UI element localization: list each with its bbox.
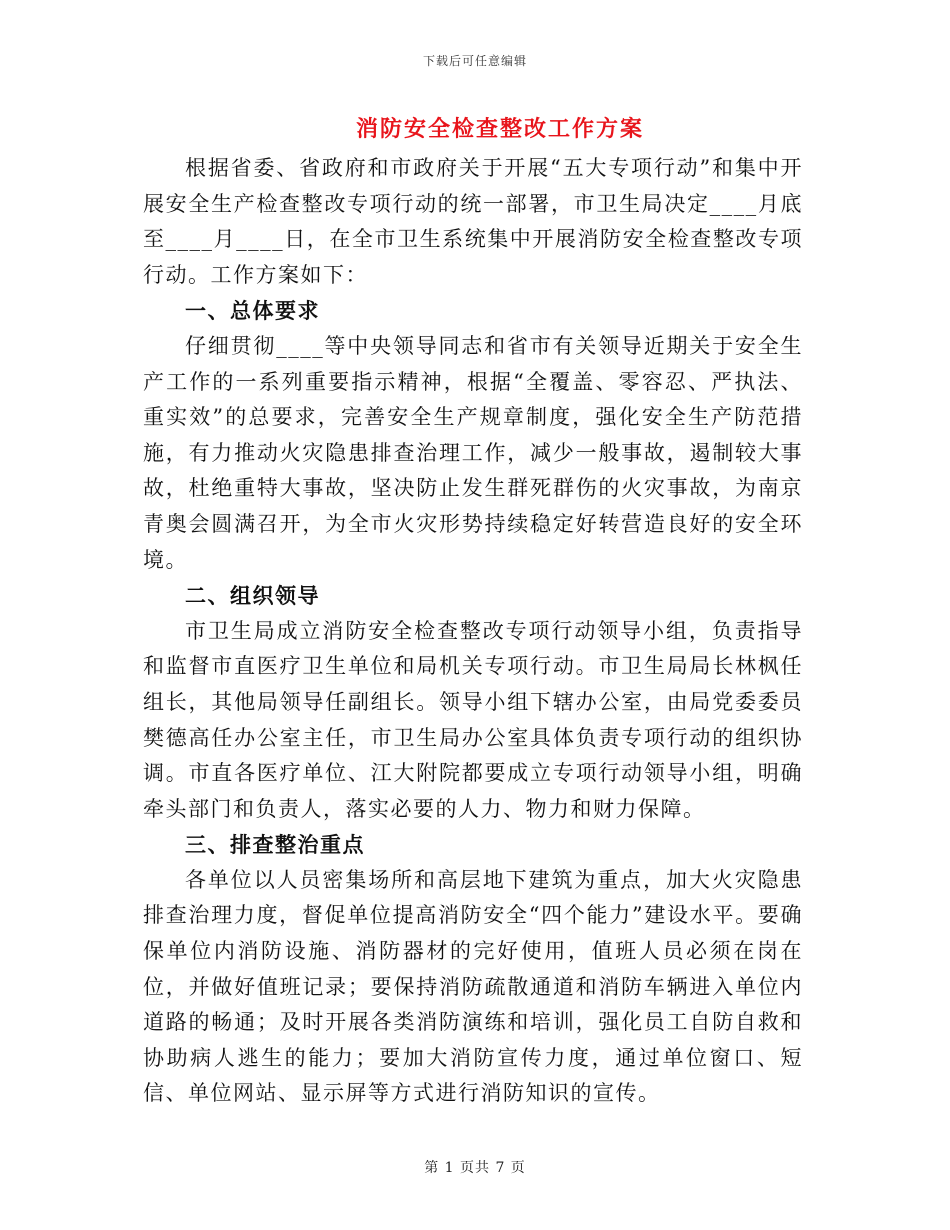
document-body <box>143 151 803 1112</box>
intro-paragraph: 根据省委、省政府和市政府关于开展“五大专项行动”和集中开展安全生产检查整改专项行动的统一部署，市卫生局决定____月底至____月____日，在全市卫生系统集中开展消防安全检查整改专项行动。工作方案如下： <box>143 156 803 287</box>
section-body-general-requirements: 仔细贯彻____等中央领导同志和省市有关领导近期关于安全生产工作的一系列重要指示精神，根据“全覆盖、零容忍、严执法、重实效”的总要求，完善安全生产规章制度，强化安全生产防范措施，有力推动火灾隐患排查治理工作，减少一般事故，遏制较大事故，杜绝重特大事故，坚决防止发生群死群伤的火灾事故，为南京青奥会圆满召开，为全市火灾形势持续稳定好转营造良好的安全环境。 <box>143 333 803 572</box>
section-heading-organization: 二、组织领导 <box>185 583 320 609</box>
document-title: 消防安全检查整改工作方案 <box>355 116 644 142</box>
section-heading-inspection-focus: 三、排查整治重点 <box>185 832 365 858</box>
section-body-organization: 市卫生局成立消防安全检查整改专项行动领导小组，负责指导和监督市直医疗卫生单位和局机关专项行动。市卫生局局长林枫任组长，其他局领导任副组长。领导小组下辖办公室，由局党委委员樊德高任办公室主任，市卫生局办公室具体负责专项行动的组织协调。市直各医疗单位、江大附院都要成立专项行动领导小组，明确牵头部门和负责人，落实必要的人力、物力和财力保障。 <box>143 618 803 821</box>
page-indicator: 第 1 页共 7 页 <box>424 1160 526 1176</box>
section-body-inspection-focus: 各单位以人员密集场所和高层地下建筑为重点，加大火灾隐患排查治理力度，督促单位提高消防安全“四个能力”建设水平。要确保单位内消防设施、消防器材的完好使用，值班人员必须在岗在位，并做好值班记录；要保持消防疏散通道和消防车辆进入单位内道路的畅通；及时开展各类消防演练和培训，强化员工自防自救和协助病人逃生的能力；要加大消防宣传力度，通过单位窗口、短信、单位网站、显示屏等方式进行消防知识的宣传。 <box>143 867 803 1106</box>
section-heading-general-requirements: 一、总体要求 <box>185 298 320 324</box>
header-note: 下载后可任意编辑 <box>422 54 527 68</box>
